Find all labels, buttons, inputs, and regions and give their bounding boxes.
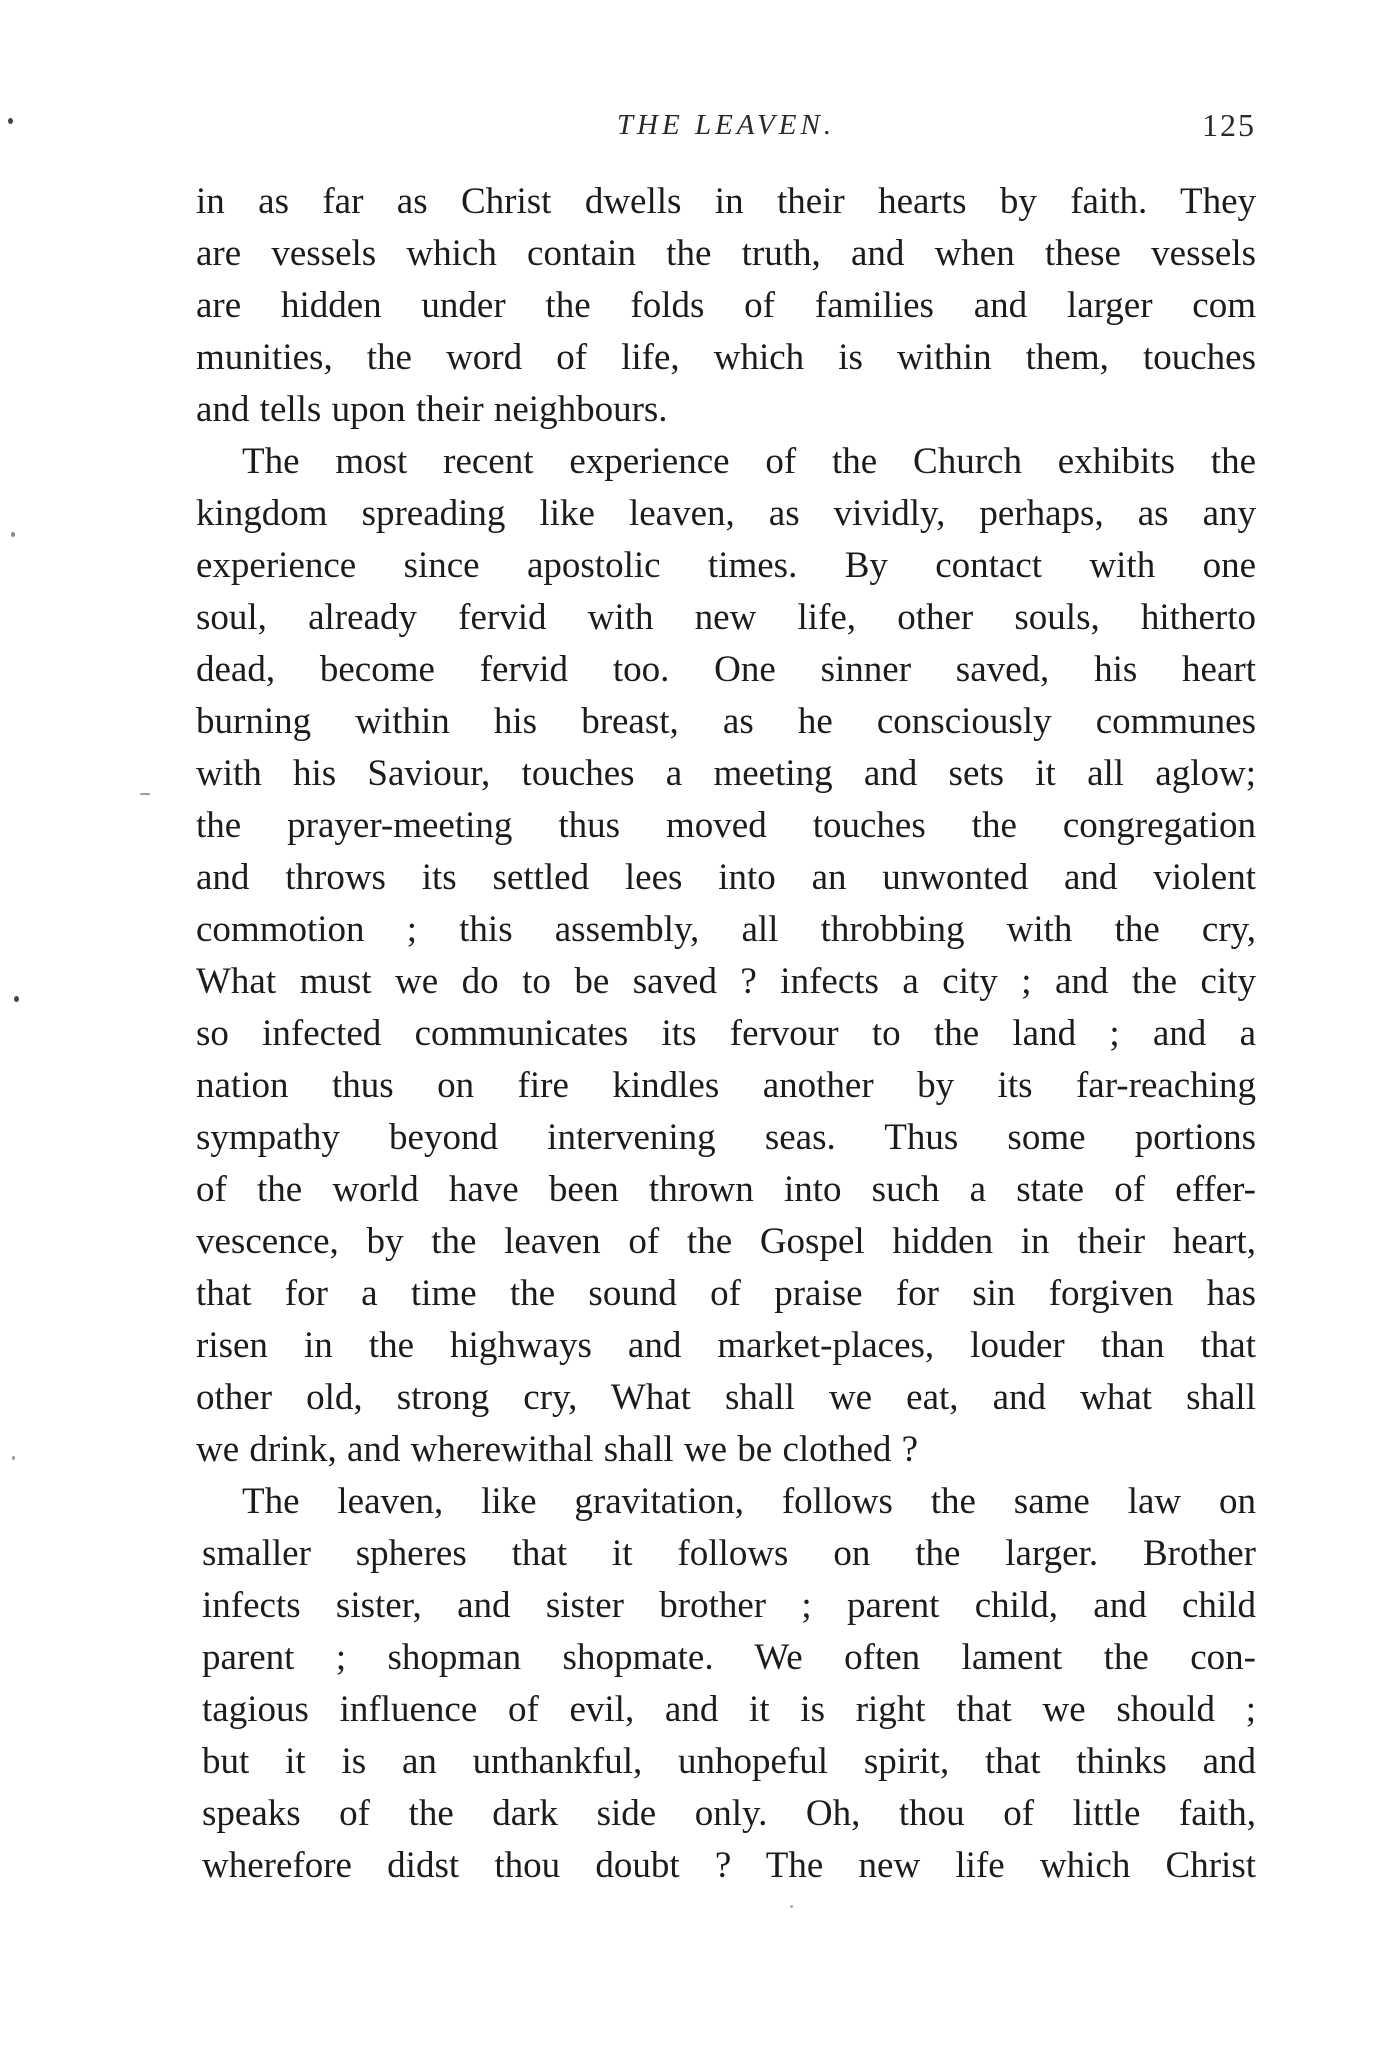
text-line: with his Saviour, touches a meeting and sets it all aglow; xyxy=(196,753,1256,794)
text-line: infects sister, and sister brother ; parent child, and child xyxy=(202,1585,1256,1626)
text-line: The leaven, like gravitation, follows the same law on xyxy=(242,1481,1256,1522)
text-line: so infected communicates its fervour to the land ; and a xyxy=(196,1013,1256,1054)
running-title: THE LEAVEN. xyxy=(616,109,836,141)
paragraph-leaven-gravitation xyxy=(196,1476,1256,1892)
text-line: of the world have been thrown into such a state of effer- xyxy=(196,1169,1256,1210)
text-line: nation thus on fire kindles another by its far-reaching xyxy=(196,1065,1256,1106)
text-line: dead, become fervid too. One sinner saved, his heart xyxy=(196,649,1256,690)
scan-speck xyxy=(14,996,19,1002)
body-text xyxy=(196,176,1256,1892)
text-line: in as far as Christ dwells in their hearts by faith. They xyxy=(196,181,1256,222)
text-line: that for a time the sound of praise for sin forgiven has xyxy=(196,1273,1256,1314)
text-line: vescence, by the leaven of the Gospel hidden in their heart, xyxy=(196,1221,1256,1262)
scan-speck xyxy=(8,118,13,124)
text-line: are hidden under the folds of families and larger com xyxy=(196,285,1256,326)
text-line: commotion ; this assembly, all throbbing with the cry, xyxy=(196,909,1256,950)
text-line: we drink, and wherewithal shall we be clothed ? xyxy=(196,1429,919,1470)
text-line: and tells upon their neighbours. xyxy=(196,389,668,430)
text-line: the prayer-meeting thus moved touches the congregation xyxy=(196,805,1256,846)
scan-speck xyxy=(12,1456,15,1460)
text-line: risen in the highways and market-places, louder than that xyxy=(196,1325,1256,1366)
paragraph-church-experience xyxy=(196,436,1256,1476)
text-line: are vessels which contain the truth, and when these vessels xyxy=(196,233,1256,274)
text-line: smaller spheres that it follows on the larger. Brother xyxy=(202,1533,1256,1574)
text-line: soul, already fervid with new life, other souls, hitherto xyxy=(196,597,1256,638)
text-line: What must we do to be saved ? infects a city ; and the city xyxy=(196,961,1256,1002)
text-line: experience since apostolic times. By contact with one xyxy=(196,545,1256,586)
text-line: wherefore didst thou doubt ? The new life which Christ xyxy=(202,1845,1256,1886)
text-line: speaks of the dark side only. Oh, thou of little faith, xyxy=(202,1793,1256,1834)
text-line: parent ; shopman shopmate. We often lament the con- xyxy=(202,1637,1256,1678)
scan-speck xyxy=(140,793,150,795)
paragraph-continuation xyxy=(196,176,1256,436)
scan-speck xyxy=(11,532,15,537)
running-head xyxy=(196,100,1256,150)
text-line: kingdom spreading like leaven, as vividly, perhaps, as any xyxy=(196,493,1256,534)
text-line: munities, the word of life, which is within them, touches xyxy=(196,337,1256,378)
text-line: The most recent experience of the Church exhibits the xyxy=(242,441,1256,482)
page-number: 125 xyxy=(1202,107,1256,143)
text-line: but it is an unthankful, unhopeful spirit, that thinks and xyxy=(202,1741,1256,1782)
text-line: and throws its settled lees into an unwonted and violent xyxy=(196,857,1256,898)
text-line: burning within his breast, as he consciously communes xyxy=(196,701,1256,742)
text-line: tagious influence of evil, and it is right that we should ; xyxy=(202,1689,1256,1730)
scan-speck xyxy=(790,1905,793,1908)
text-line: sympathy beyond intervening seas. Thus some portions xyxy=(196,1117,1256,1158)
text-line: other old, strong cry, What shall we eat, and what shall xyxy=(196,1377,1256,1418)
